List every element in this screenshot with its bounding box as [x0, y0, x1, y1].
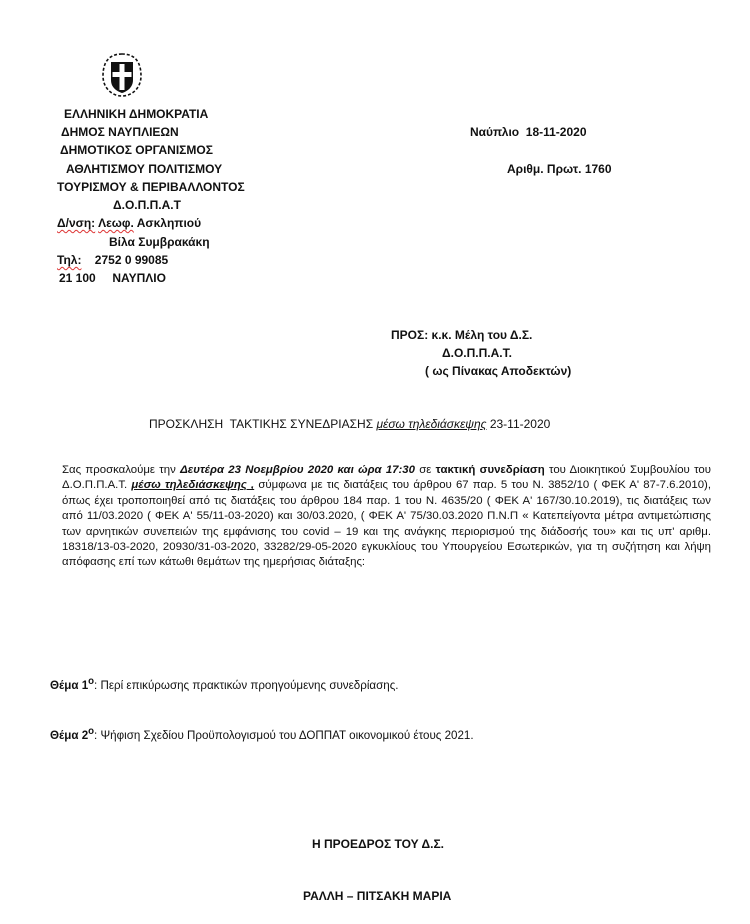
sender-postal: 21 100 ΝΑΥΠΛΙΟ — [59, 271, 166, 285]
sender-country: ΕΛΛΗΝΙΚΗ ΔΗΜΟΚΡΑΤΙΑ — [64, 107, 209, 121]
topic-label: Θέμα 2 — [50, 728, 89, 742]
topic-ordinal: ο — [88, 726, 95, 737]
place-date: Ναύπλιο 18-11-2020 — [470, 125, 587, 139]
signatory-role: Η ΠΡΟΕΔΡΟΣ ΤΟΥ Δ.Σ. — [312, 837, 445, 851]
title-emphasis: μέσω τηλεδιάσκεψης — [376, 417, 487, 431]
sender-org-line3: ΤΟΥΡΙΣΜΟΥ & ΠΕΡΙΒΑΛΛΟΝΤΟΣ — [57, 180, 245, 194]
body-part: Σας προσκαλούμε την — [62, 464, 181, 476]
meeting-mode: μέσω τηλεδιάσκεψης , — [131, 479, 255, 492]
phone-label: Τηλ: — [57, 253, 82, 267]
recipient-line1: ΠΡΟΣ: κ.κ. Μέλη του Δ.Σ. — [391, 328, 533, 342]
address-street-label: Λεωφ. — [98, 216, 134, 230]
title-suffix: 23-11-2020 — [486, 417, 551, 431]
body-part: του Διοικητικού Συμβουλίου του Δ.Ο.Π.Π.Α.Τ. — [62, 464, 711, 492]
agenda-topic-2 — [50, 726, 474, 742]
sender-org-acronym: Δ.Ο.Π.Π.Α.Τ — [113, 198, 181, 212]
signatory-name: ΡΑΛΛΗ – ΠΙΤΣΑΚΗ ΜΑΡΙΑ — [303, 889, 452, 903]
sender-org-line2: ΑΘΛΗΤΙΣΜΟΥ ΠΟΛΙΤΙΣΜΟΥ — [66, 162, 223, 176]
agenda-topic-1 — [50, 676, 399, 692]
recipient-line2: Δ.Ο.Π.Π.Α.Τ. — [442, 346, 512, 360]
document-title — [149, 417, 550, 431]
meeting-datetime: Δευτέρα 23 Νοεμβρίου 2020 και ώρα 17:30 — [180, 464, 415, 476]
body-part: σύμφωνα με τις διατάξεις του άρθρου 67 παρ. 5 του Ν. 3852/10 ( ΦΕΚ Α' 87-7.6.2010), όπως έχει τροποποιηθεί από τις διατάξεις του άρθρου 184 παρ. 1 του Ν. 4635/20 ( ΦΕΚ Α' 167/30.10.2019), τις διατάξεις των από 11/03.2020 ( ΦΕΚ Α' 55/11-03-2020) και 30/03.2020, ( ΦΕΚ Α' 75/30.03.2020 Π.Ν.Π « Κατεπείγοντα μέτρα αντιμετώπισης των αρνητικών συνεπειών της εμφάνισης του covid – 19 και της ανάγκης περιορισμού της διάδοσής του» και τις υπ' αριθμ. 18318/13-03-2020, 20930/31-03-2020, 33282/29-05-2020 εγκυκλίους του Υπουργείου Εσωτερικών, για τη συζήτηση και λήψη απόφασης επί των κάτωθι θεμάτων της ημερήσιας διάταξης: — [62, 479, 711, 569]
topic-label: Θέμα 1 — [50, 678, 89, 692]
sender-address — [57, 215, 201, 231]
topic-ordinal: ο — [88, 676, 95, 687]
phone-value: 2752 0 99085 — [94, 253, 169, 267]
sender-org-line1: ΔΗΜΟΤΙΚΟΣ ΟΡΓΑΝΙΣΜΟΣ — [60, 143, 213, 157]
sender-municipality: ΔΗΜΟΣ ΝΑΥΠΛΙΕΩΝ — [61, 125, 179, 139]
title-prefix: ΠΡΟΣΚΛΗΣΗ ΤΑΚΤΙΚΗΣ ΣΥΝΕΔΡΙΑΣΗΣ — [149, 417, 377, 431]
invitation-paragraph — [62, 463, 711, 571]
body-part: σε — [414, 464, 436, 476]
address-label: Δ/νση: — [57, 216, 96, 230]
topic-text: : Περί επικύρωσης πρακτικών προηγούμενης συνεδρίασης. — [94, 678, 399, 692]
address-value: Ασκληπιού — [136, 216, 202, 230]
meeting-type: τακτική συνεδρίαση — [435, 464, 545, 476]
topic-text: : Ψήφιση Σχεδίου Προϋπολογισμού του ΔΟΠΠΑΤ οικονομικού έτους 2021. — [94, 728, 474, 742]
recipient-line3: ( ως Πίνακας Αποδεκτών) — [425, 364, 572, 378]
sender-address-line2: Βίλα Συμβρακάκη — [109, 235, 210, 249]
protocol-number: Αριθμ. Πρωτ. 1760 — [507, 162, 612, 176]
sender-phone — [57, 252, 168, 268]
coat-of-arms-icon — [97, 50, 147, 100]
